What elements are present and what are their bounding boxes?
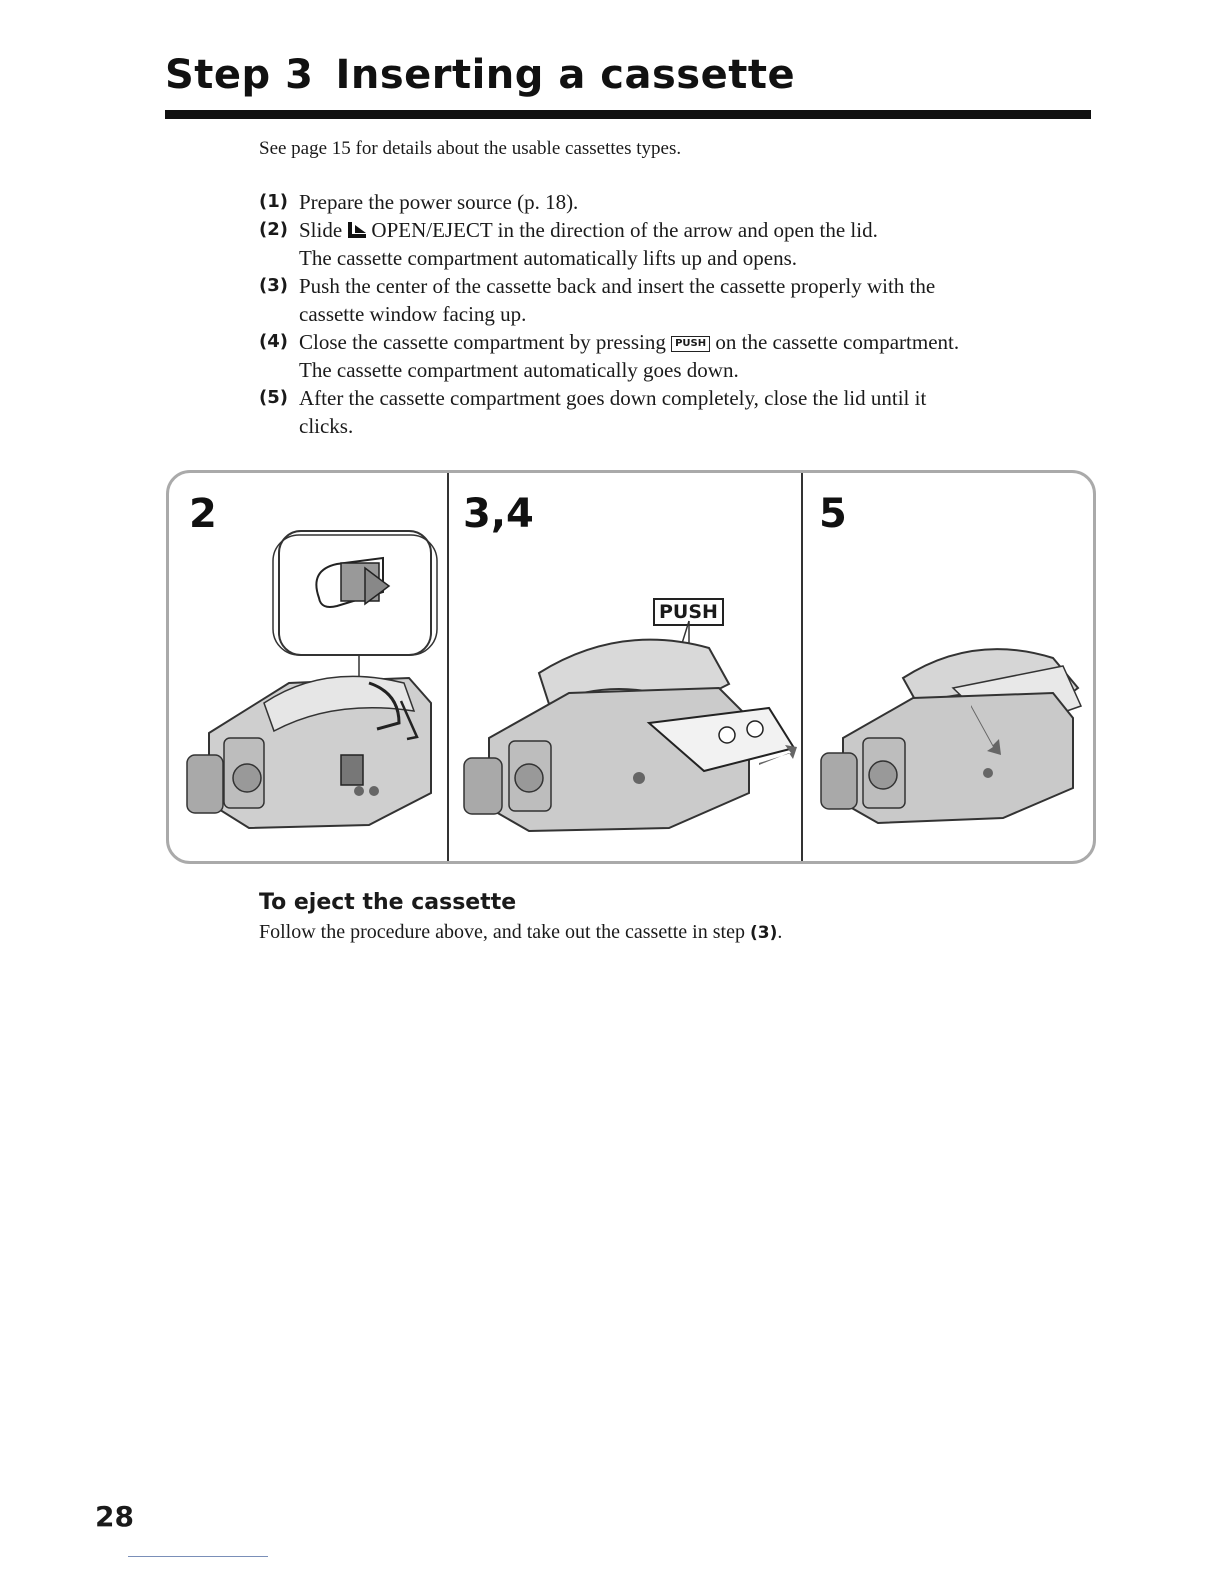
eject-body-text: Follow the procedure above, and take out the cassette in step	[259, 921, 750, 943]
eject-section-heading: To eject the cassette	[259, 890, 517, 915]
step-5	[259, 384, 1099, 440]
step-text: Close the cassette compartment by pressing	[299, 330, 672, 354]
camcorder-open-lid-illustration	[169, 473, 447, 861]
push-callout-label: PUSH	[653, 598, 724, 626]
step-number: (3)	[259, 275, 288, 296]
page-number: 28	[95, 1500, 134, 1533]
panel-label: 3,4	[463, 491, 534, 537]
title-rule	[165, 110, 1091, 119]
step-number: (1)	[259, 191, 288, 212]
panel-label: 5	[819, 491, 847, 537]
illustration-panel-3-4	[449, 473, 803, 861]
push-button-icon: PUSH	[671, 336, 710, 352]
step-line: clicks.	[299, 414, 354, 438]
eject-body-end: .	[777, 921, 783, 943]
step-1	[259, 188, 1099, 216]
page-title	[165, 52, 795, 98]
step-label: Step 3	[165, 52, 314, 98]
step-3	[259, 272, 1099, 328]
step-line: After the cassette compartment goes down completely, close the lid until it	[299, 386, 927, 410]
step-number: (2)	[259, 219, 288, 240]
illustration-panel-5	[803, 473, 1093, 861]
open-eject-icon	[347, 221, 369, 239]
step-4	[259, 328, 1099, 384]
footer-rule	[128, 1556, 268, 1557]
step-number: (4)	[259, 331, 288, 352]
step-line: cassette window facing up.	[299, 302, 527, 326]
step-line	[299, 216, 1099, 244]
eject-section-body	[259, 921, 782, 944]
step-line: Prepare the power source (p. 18).	[299, 190, 579, 214]
step-reference: (3)	[749, 923, 778, 943]
step-line: The cassette compartment automatically goes down.	[299, 358, 739, 382]
camcorder-insert-cassette-illustration	[449, 473, 801, 861]
step-line: Push the center of the cassette back and insert the cassette properly with the	[299, 274, 936, 298]
illustration-panel-2	[169, 473, 449, 861]
step-text: Slide	[299, 218, 348, 242]
step-text: OPEN/EJECT in the direction of the arrow and open the lid.	[371, 218, 878, 242]
intro-text: See page 15 for details about the usable cassettes types.	[259, 138, 682, 159]
step-line	[299, 328, 1099, 356]
illustration-panels	[166, 470, 1096, 864]
step-2	[259, 216, 1099, 272]
step-number: (5)	[259, 387, 288, 408]
step-line: The cassette compartment automatically lifts up and opens.	[299, 246, 798, 270]
title-text: Inserting a cassette	[335, 52, 796, 98]
step-text: on the cassette compartment.	[710, 330, 960, 354]
instruction-list	[259, 188, 1099, 440]
camcorder-close-lid-illustration	[803, 473, 1093, 861]
panel-label: 2	[189, 491, 217, 537]
